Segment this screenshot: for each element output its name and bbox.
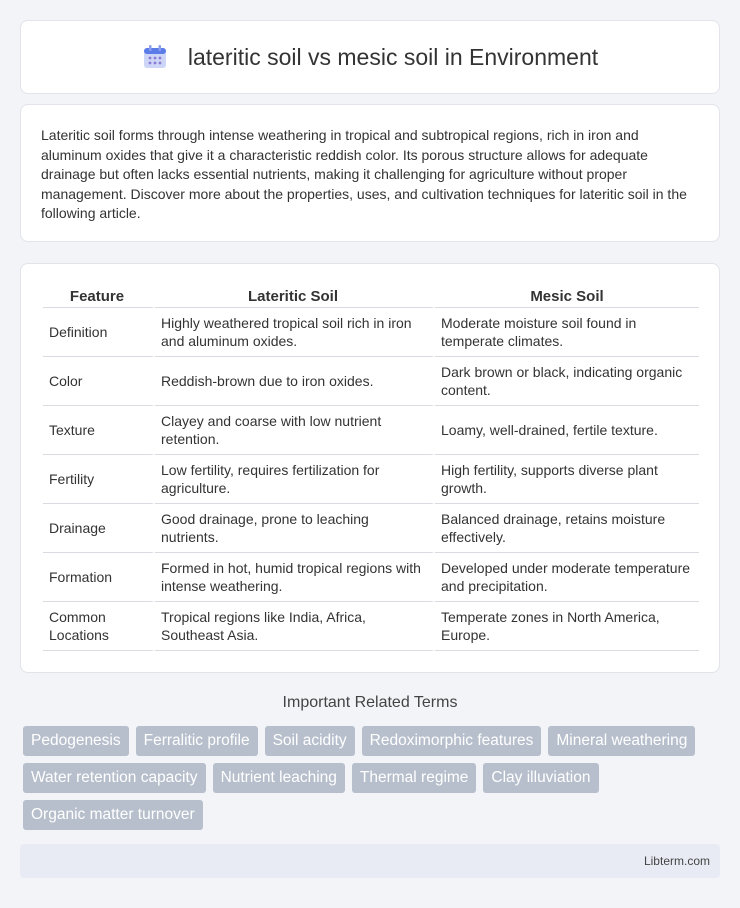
table-row: [43, 553, 699, 602]
title-row: [142, 44, 598, 71]
term-tag[interactable]: Pedogenesis: [23, 726, 129, 756]
row-lateritic: Good drainage, prone to leaching nutrients.: [155, 504, 435, 553]
page-title: lateritic soil vs mesic soil in Environment: [187, 43, 599, 70]
column-header-mesic: Mesic Soil: [435, 286, 699, 308]
row-mesic: Loamy, well-drained, fertile texture.: [435, 406, 699, 455]
row-feature: Color: [43, 357, 155, 406]
row-lateritic: Tropical regions like India, Africa, Southeast Asia.: [155, 602, 435, 651]
table-row: [43, 357, 699, 406]
header-card: [20, 20, 720, 94]
term-tag[interactable]: Redoximorphic features: [362, 726, 542, 756]
table-row: [43, 308, 699, 357]
related-terms-title: Important Related Terms: [282, 694, 458, 711]
row-mesic: Dark brown or black, indicating organic content.: [435, 357, 699, 406]
row-lateritic: Clayey and coarse with low nutrient retention.: [155, 406, 435, 455]
row-mesic: High fertility, supports diverse plant growth.: [435, 455, 699, 504]
term-tag[interactable]: Clay illuviation: [483, 763, 598, 793]
row-lateritic: Formed in hot, humid tropical regions with intense weathering.: [155, 553, 435, 602]
table-row: [43, 406, 699, 455]
term-tag[interactable]: Water retention capacity: [23, 763, 206, 793]
table-row: [43, 504, 699, 553]
row-feature: Drainage: [43, 504, 155, 553]
row-feature: Formation: [43, 553, 155, 602]
row-mesic: Temperate zones in North America, Europe.: [435, 602, 699, 651]
calendar-icon: [142, 44, 168, 70]
row-mesic: Developed under moderate temperature and precipitation.: [435, 553, 699, 602]
footer-site-link[interactable]: Libterm.com: [643, 854, 710, 868]
comparison-card: [20, 263, 720, 673]
term-tag[interactable]: Thermal regime: [352, 763, 477, 793]
column-header-feature: Feature: [43, 286, 155, 308]
row-mesic: Balanced drainage, retains moisture effectively.: [435, 504, 699, 553]
row-lateritic: Reddish-brown due to iron oxides.: [155, 357, 435, 406]
row-feature: Fertility: [43, 455, 155, 504]
table-row: [43, 602, 699, 651]
row-lateritic: Highly weathered tropical soil rich in iron and aluminum oxides.: [155, 308, 435, 357]
table-header-row: [43, 286, 699, 308]
table-row: [43, 455, 699, 504]
term-tag[interactable]: Nutrient leaching: [213, 763, 345, 793]
row-lateritic: Low fertility, requires fertilization for agriculture.: [155, 455, 435, 504]
comparison-table: [43, 286, 699, 651]
row-feature: Common Locations: [43, 602, 155, 651]
footer: [20, 844, 720, 878]
row-mesic: Moderate moisture soil found in temperate climates.: [435, 308, 699, 357]
term-tag[interactable]: Ferralitic profile: [136, 726, 258, 756]
intro-text: Lateritic soil forms through intense weathering in tropical and subtropical regions, rich in iron and aluminum oxides that give it a characteristic reddish color. Its porous structure allows for adequate drainage but often lacks essential nutrients, making it challenging for agriculture without proper management. Discover more about the properties, uses, and cultivation techniques for lateritic soil in the following article.: [41, 127, 687, 221]
term-tag[interactable]: Soil acidity: [265, 726, 355, 756]
term-tag[interactable]: Organic matter turnover: [23, 800, 203, 830]
intro-card: [20, 104, 720, 242]
column-header-lateritic: Lateritic Soil: [155, 286, 435, 308]
row-feature: Definition: [43, 308, 155, 357]
term-tag[interactable]: Mineral weathering: [548, 726, 695, 756]
related-terms-list: [23, 726, 723, 830]
row-feature: Texture: [43, 406, 155, 455]
